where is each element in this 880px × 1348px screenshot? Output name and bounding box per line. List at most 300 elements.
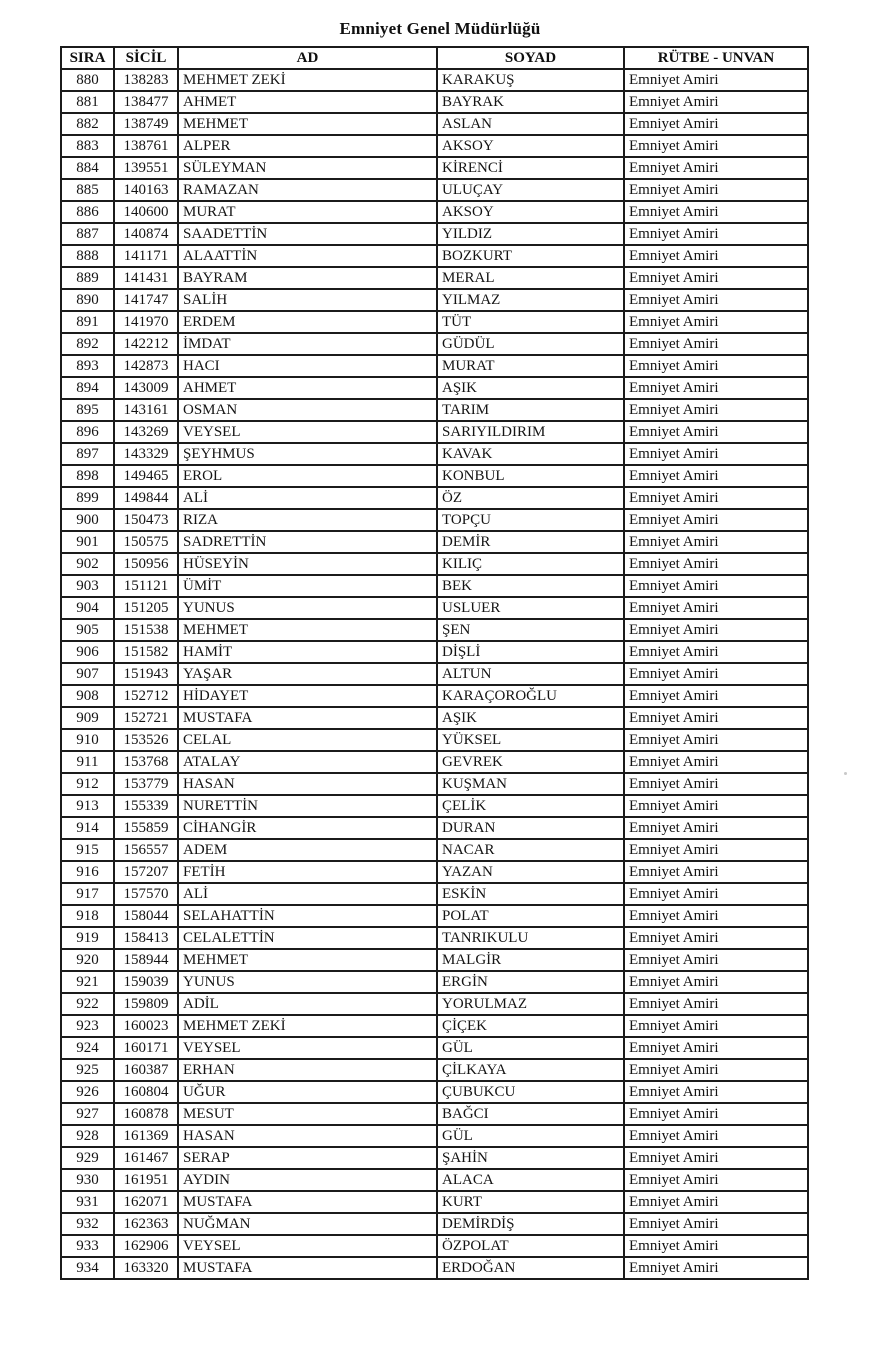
cell-sira: 880: [61, 69, 114, 91]
cell-sira: 912: [61, 773, 114, 795]
cell-ad: SADRETTİN: [178, 531, 437, 553]
cell-soyad: DİŞLİ: [437, 641, 624, 663]
table-body: [61, 69, 808, 1279]
table-row: [61, 1015, 808, 1037]
cell-sicil: 158944: [114, 949, 178, 971]
cell-soyad: ŞEN: [437, 619, 624, 641]
cell-sira: 895: [61, 399, 114, 421]
cell-ad: ADEM: [178, 839, 437, 861]
table-row: [61, 663, 808, 685]
table-row: [61, 575, 808, 597]
table-row: [61, 69, 808, 91]
cell-ad: BAYRAM: [178, 267, 437, 289]
cell-soyad: KONBUL: [437, 465, 624, 487]
table-row: [61, 751, 808, 773]
cell-sira: 902: [61, 553, 114, 575]
cell-sicil: 139551: [114, 157, 178, 179]
table-row: [61, 1147, 808, 1169]
cell-sira: 918: [61, 905, 114, 927]
cell-ad: UĞUR: [178, 1081, 437, 1103]
cell-ad: ALİ: [178, 487, 437, 509]
cell-sira: 882: [61, 113, 114, 135]
table-row: [61, 289, 808, 311]
cell-rutbe: Emniyet Amiri: [624, 553, 808, 575]
cell-ad: MEHMET ZEKİ: [178, 1015, 437, 1037]
cell-ad: VEYSEL: [178, 1037, 437, 1059]
cell-soyad: DEMİRDİŞ: [437, 1213, 624, 1235]
cell-sicil: 150473: [114, 509, 178, 531]
cell-sira: 896: [61, 421, 114, 443]
cell-soyad: ÇUBUKCU: [437, 1081, 624, 1103]
cell-rutbe: Emniyet Amiri: [624, 795, 808, 817]
cell-sira: 899: [61, 487, 114, 509]
cell-soyad: DURAN: [437, 817, 624, 839]
cell-soyad: ÇELİK: [437, 795, 624, 817]
cell-sira: 903: [61, 575, 114, 597]
cell-rutbe: Emniyet Amiri: [624, 1147, 808, 1169]
cell-rutbe: Emniyet Amiri: [624, 69, 808, 91]
cell-ad: YAŞAR: [178, 663, 437, 685]
cell-rutbe: Emniyet Amiri: [624, 707, 808, 729]
cell-ad: FETİH: [178, 861, 437, 883]
cell-sicil: 155859: [114, 817, 178, 839]
cell-sicil: 138283: [114, 69, 178, 91]
cell-sicil: 153526: [114, 729, 178, 751]
cell-soyad: MURAT: [437, 355, 624, 377]
cell-sicil: 160023: [114, 1015, 178, 1037]
cell-soyad: GÜL: [437, 1037, 624, 1059]
cell-rutbe: Emniyet Amiri: [624, 113, 808, 135]
cell-sicil: 159809: [114, 993, 178, 1015]
cell-sira: 892: [61, 333, 114, 355]
cell-soyad: SARIYILDIRIM: [437, 421, 624, 443]
cell-rutbe: Emniyet Amiri: [624, 1081, 808, 1103]
table-row: [61, 1103, 808, 1125]
cell-soyad: GEVREK: [437, 751, 624, 773]
cell-ad: OSMAN: [178, 399, 437, 421]
cell-ad: ALAATTİN: [178, 245, 437, 267]
cell-rutbe: Emniyet Amiri: [624, 157, 808, 179]
cell-sira: 901: [61, 531, 114, 553]
cell-rutbe: Emniyet Amiri: [624, 1125, 808, 1147]
cell-sira: 920: [61, 949, 114, 971]
cell-sicil: 160387: [114, 1059, 178, 1081]
cell-sicil: 161369: [114, 1125, 178, 1147]
cell-rutbe: Emniyet Amiri: [624, 817, 808, 839]
cell-rutbe: Emniyet Amiri: [624, 223, 808, 245]
cell-ad: ALİ: [178, 883, 437, 905]
cell-rutbe: Emniyet Amiri: [624, 1103, 808, 1125]
cell-sira: 897: [61, 443, 114, 465]
cell-sicil: 158044: [114, 905, 178, 927]
cell-sira: 916: [61, 861, 114, 883]
table-row: [61, 267, 808, 289]
cell-sicil: 162071: [114, 1191, 178, 1213]
cell-rutbe: Emniyet Amiri: [624, 751, 808, 773]
cell-sicil: 160878: [114, 1103, 178, 1125]
cell-soyad: YORULMAZ: [437, 993, 624, 1015]
cell-rutbe: Emniyet Amiri: [624, 1037, 808, 1059]
cell-ad: VEYSEL: [178, 421, 437, 443]
cell-sicil: 141970: [114, 311, 178, 333]
cell-sicil: 157207: [114, 861, 178, 883]
table-row: [61, 355, 808, 377]
cell-sira: 923: [61, 1015, 114, 1037]
cell-sicil: 151582: [114, 641, 178, 663]
cell-sira: 898: [61, 465, 114, 487]
cell-sicil: 153768: [114, 751, 178, 773]
cell-ad: AHMET: [178, 377, 437, 399]
cell-soyad: KURT: [437, 1191, 624, 1213]
cell-sira: 889: [61, 267, 114, 289]
cell-rutbe: Emniyet Amiri: [624, 399, 808, 421]
cell-ad: RIZA: [178, 509, 437, 531]
table-row: [61, 179, 808, 201]
table-row: [61, 553, 808, 575]
cell-rutbe: Emniyet Amiri: [624, 1191, 808, 1213]
cell-sira: 890: [61, 289, 114, 311]
table-row: [61, 1037, 808, 1059]
cell-sira: 888: [61, 245, 114, 267]
table-row: [61, 157, 808, 179]
cell-sira: 891: [61, 311, 114, 333]
cell-sicil: 151538: [114, 619, 178, 641]
cell-sicil: 162363: [114, 1213, 178, 1235]
cell-sira: 929: [61, 1147, 114, 1169]
cell-ad: MEHMET ZEKİ: [178, 69, 437, 91]
cell-rutbe: Emniyet Amiri: [624, 685, 808, 707]
col-header-soyad: SOYAD: [437, 47, 624, 69]
cell-sicil: 142873: [114, 355, 178, 377]
cell-ad: HACI: [178, 355, 437, 377]
cell-soyad: ÇİLKAYA: [437, 1059, 624, 1081]
cell-ad: İMDAT: [178, 333, 437, 355]
cell-rutbe: Emniyet Amiri: [624, 355, 808, 377]
cell-sira: 915: [61, 839, 114, 861]
cell-ad: VEYSEL: [178, 1235, 437, 1257]
table-row: [61, 619, 808, 641]
cell-ad: MEHMET: [178, 113, 437, 135]
table-row: [61, 795, 808, 817]
cell-soyad: AKSOY: [437, 135, 624, 157]
cell-sicil: 141747: [114, 289, 178, 311]
table-row: [61, 135, 808, 157]
cell-soyad: AŞIK: [437, 707, 624, 729]
table-row: [61, 707, 808, 729]
cell-ad: RAMAZAN: [178, 179, 437, 201]
cell-sicil: 157570: [114, 883, 178, 905]
col-header-ad: AD: [178, 47, 437, 69]
cell-rutbe: Emniyet Amiri: [624, 487, 808, 509]
cell-sira: 927: [61, 1103, 114, 1125]
cell-sira: 887: [61, 223, 114, 245]
table-row: [61, 399, 808, 421]
cell-soyad: KILIÇ: [437, 553, 624, 575]
cell-sicil: 156557: [114, 839, 178, 861]
cell-sira: 928: [61, 1125, 114, 1147]
cell-sicil: 140600: [114, 201, 178, 223]
cell-rutbe: Emniyet Amiri: [624, 663, 808, 685]
cell-soyad: KUŞMAN: [437, 773, 624, 795]
cell-rutbe: Emniyet Amiri: [624, 267, 808, 289]
document-title: Emniyet Genel Müdürlüğü: [339, 19, 541, 38]
cell-rutbe: Emniyet Amiri: [624, 201, 808, 223]
cell-soyad: MALGİR: [437, 949, 624, 971]
cell-sicil: 160804: [114, 1081, 178, 1103]
cell-ad: HİDAYET: [178, 685, 437, 707]
table-row: [61, 1081, 808, 1103]
cell-ad: ATALAY: [178, 751, 437, 773]
cell-sira: 917: [61, 883, 114, 905]
table-row: [61, 729, 808, 751]
cell-ad: AYDIN: [178, 1169, 437, 1191]
cell-soyad: AŞIK: [437, 377, 624, 399]
cell-soyad: ŞAHİN: [437, 1147, 624, 1169]
cell-sira: 883: [61, 135, 114, 157]
cell-ad: YUNUS: [178, 971, 437, 993]
cell-soyad: KİRENCİ: [437, 157, 624, 179]
cell-sira: 905: [61, 619, 114, 641]
cell-sicil: 143329: [114, 443, 178, 465]
cell-sicil: 138749: [114, 113, 178, 135]
cell-sicil: 149844: [114, 487, 178, 509]
cell-ad: HASAN: [178, 1125, 437, 1147]
cell-ad: HASAN: [178, 773, 437, 795]
cell-sicil: 143009: [114, 377, 178, 399]
cell-ad: HAMİT: [178, 641, 437, 663]
table-row: [61, 201, 808, 223]
table-row: [61, 1213, 808, 1235]
cell-ad: MUSTAFA: [178, 707, 437, 729]
cell-ad: MEHMET: [178, 619, 437, 641]
cell-soyad: ERDOĞAN: [437, 1257, 624, 1279]
cell-rutbe: Emniyet Amiri: [624, 1213, 808, 1235]
cell-sira: 894: [61, 377, 114, 399]
cell-sicil: 138761: [114, 135, 178, 157]
cell-rutbe: Emniyet Amiri: [624, 377, 808, 399]
col-header-sicil: SİCİL: [114, 47, 178, 69]
cell-rutbe: Emniyet Amiri: [624, 1015, 808, 1037]
table-row: [61, 1235, 808, 1257]
cell-soyad: BOZKURT: [437, 245, 624, 267]
cell-soyad: YILMAZ: [437, 289, 624, 311]
table-row: [61, 113, 808, 135]
cell-ad: MUSTAFA: [178, 1191, 437, 1213]
table-row: [61, 333, 808, 355]
table-row: [61, 311, 808, 333]
cell-soyad: NACAR: [437, 839, 624, 861]
cell-sira: 910: [61, 729, 114, 751]
table-row: [61, 531, 808, 553]
cell-ad: MESUT: [178, 1103, 437, 1125]
table-row: [61, 223, 808, 245]
cell-rutbe: Emniyet Amiri: [624, 289, 808, 311]
cell-rutbe: Emniyet Amiri: [624, 927, 808, 949]
cell-rutbe: Emniyet Amiri: [624, 971, 808, 993]
cell-soyad: KARAÇOROĞLU: [437, 685, 624, 707]
cell-sira: 931: [61, 1191, 114, 1213]
cell-soyad: GÜL: [437, 1125, 624, 1147]
cell-soyad: KARAKUŞ: [437, 69, 624, 91]
table-row: [61, 1169, 808, 1191]
cell-sira: 932: [61, 1213, 114, 1235]
cell-ad: ERDEM: [178, 311, 437, 333]
cell-rutbe: Emniyet Amiri: [624, 311, 808, 333]
cell-sicil: 160171: [114, 1037, 178, 1059]
cell-ad: ADİL: [178, 993, 437, 1015]
table-row: [61, 487, 808, 509]
cell-soyad: POLAT: [437, 905, 624, 927]
cell-soyad: ASLAN: [437, 113, 624, 135]
cell-sicil: 141171: [114, 245, 178, 267]
cell-soyad: ÇİÇEK: [437, 1015, 624, 1037]
table-row: [61, 883, 808, 905]
cell-soyad: USLUER: [437, 597, 624, 619]
cell-sira: 934: [61, 1257, 114, 1279]
cell-ad: ALPER: [178, 135, 437, 157]
cell-sira: 908: [61, 685, 114, 707]
cell-sira: 919: [61, 927, 114, 949]
cell-soyad: ÖZ: [437, 487, 624, 509]
cell-ad: NURETTİN: [178, 795, 437, 817]
cell-ad: ERHAN: [178, 1059, 437, 1081]
cell-sicil: 152712: [114, 685, 178, 707]
table-row: [61, 597, 808, 619]
cell-soyad: ULUÇAY: [437, 179, 624, 201]
cell-soyad: ESKİN: [437, 883, 624, 905]
cell-rutbe: Emniyet Amiri: [624, 1169, 808, 1191]
cell-rutbe: Emniyet Amiri: [624, 135, 808, 157]
cell-soyad: TÜT: [437, 311, 624, 333]
cell-sira: 909: [61, 707, 114, 729]
cell-soyad: MERAL: [437, 267, 624, 289]
table-header-row: [61, 47, 808, 69]
table-row: [61, 1059, 808, 1081]
cell-rutbe: Emniyet Amiri: [624, 619, 808, 641]
cell-sira: 922: [61, 993, 114, 1015]
cell-sicil: 138477: [114, 91, 178, 113]
cell-soyad: ALTUN: [437, 663, 624, 685]
cell-rutbe: Emniyet Amiri: [624, 443, 808, 465]
scan-artifact-dot: [844, 772, 847, 775]
table-row: [61, 421, 808, 443]
cell-sira: 900: [61, 509, 114, 531]
cell-soyad: YILDIZ: [437, 223, 624, 245]
cell-soyad: YÜKSEL: [437, 729, 624, 751]
cell-sira: 913: [61, 795, 114, 817]
table-row: [61, 641, 808, 663]
cell-ad: HÜSEYİN: [178, 553, 437, 575]
cell-sicil: 140163: [114, 179, 178, 201]
table-row: [61, 1257, 808, 1279]
cell-ad: CELAL: [178, 729, 437, 751]
table-row: [61, 949, 808, 971]
personnel-table: [60, 46, 809, 1280]
cell-sira: 885: [61, 179, 114, 201]
table-row: [61, 817, 808, 839]
cell-ad: MURAT: [178, 201, 437, 223]
cell-soyad: ÖZPOLAT: [437, 1235, 624, 1257]
cell-ad: ŞEYHMUS: [178, 443, 437, 465]
cell-rutbe: Emniyet Amiri: [624, 729, 808, 751]
cell-sira: 904: [61, 597, 114, 619]
table-row: [61, 509, 808, 531]
cell-ad: SERAP: [178, 1147, 437, 1169]
cell-rutbe: Emniyet Amiri: [624, 1257, 808, 1279]
cell-rutbe: Emniyet Amiri: [624, 575, 808, 597]
cell-sira: 881: [61, 91, 114, 113]
cell-soyad: KAVAK: [437, 443, 624, 465]
cell-rutbe: Emniyet Amiri: [624, 905, 808, 927]
cell-sira: 906: [61, 641, 114, 663]
cell-ad: YUNUS: [178, 597, 437, 619]
cell-sicil: 143161: [114, 399, 178, 421]
cell-soyad: BEK: [437, 575, 624, 597]
cell-sicil: 151205: [114, 597, 178, 619]
cell-rutbe: Emniyet Amiri: [624, 421, 808, 443]
cell-rutbe: Emniyet Amiri: [624, 91, 808, 113]
cell-soyad: BAĞCI: [437, 1103, 624, 1125]
table-row: [61, 465, 808, 487]
cell-soyad: AKSOY: [437, 201, 624, 223]
cell-rutbe: Emniyet Amiri: [624, 883, 808, 905]
cell-ad: SAADETTİN: [178, 223, 437, 245]
cell-rutbe: Emniyet Amiri: [624, 597, 808, 619]
cell-sicil: 143269: [114, 421, 178, 443]
cell-soyad: TANRIKULU: [437, 927, 624, 949]
table-row: [61, 839, 808, 861]
col-header-rutbe: RÜTBE - UNVAN: [624, 47, 808, 69]
table-row: [61, 1125, 808, 1147]
cell-ad: SALİH: [178, 289, 437, 311]
cell-sira: 911: [61, 751, 114, 773]
cell-ad: AHMET: [178, 91, 437, 113]
table-row: [61, 861, 808, 883]
cell-rutbe: Emniyet Amiri: [624, 949, 808, 971]
cell-sicil: 161467: [114, 1147, 178, 1169]
cell-ad: ÜMİT: [178, 575, 437, 597]
cell-ad: MUSTAFA: [178, 1257, 437, 1279]
cell-sira: 930: [61, 1169, 114, 1191]
cell-rutbe: Emniyet Amiri: [624, 245, 808, 267]
table-row: [61, 927, 808, 949]
cell-rutbe: Emniyet Amiri: [624, 1235, 808, 1257]
cell-sicil: 140874: [114, 223, 178, 245]
cell-sira: 884: [61, 157, 114, 179]
cell-sicil: 161951: [114, 1169, 178, 1191]
table-row: [61, 773, 808, 795]
cell-soyad: ERGİN: [437, 971, 624, 993]
cell-soyad: DEMİR: [437, 531, 624, 553]
cell-rutbe: Emniyet Amiri: [624, 861, 808, 883]
cell-rutbe: Emniyet Amiri: [624, 1059, 808, 1081]
cell-soyad: GÜDÜL: [437, 333, 624, 355]
cell-sicil: 149465: [114, 465, 178, 487]
table-row: [61, 971, 808, 993]
col-header-sira: SIRA: [61, 47, 114, 69]
cell-ad: NUĞMAN: [178, 1213, 437, 1235]
cell-sicil: 163320: [114, 1257, 178, 1279]
cell-sira: 893: [61, 355, 114, 377]
cell-sicil: 151943: [114, 663, 178, 685]
cell-ad: SÜLEYMAN: [178, 157, 437, 179]
cell-sicil: 151121: [114, 575, 178, 597]
cell-sicil: 162906: [114, 1235, 178, 1257]
cell-sira: 933: [61, 1235, 114, 1257]
cell-sicil: 142212: [114, 333, 178, 355]
cell-soyad: TARIM: [437, 399, 624, 421]
cell-ad: MEHMET: [178, 949, 437, 971]
